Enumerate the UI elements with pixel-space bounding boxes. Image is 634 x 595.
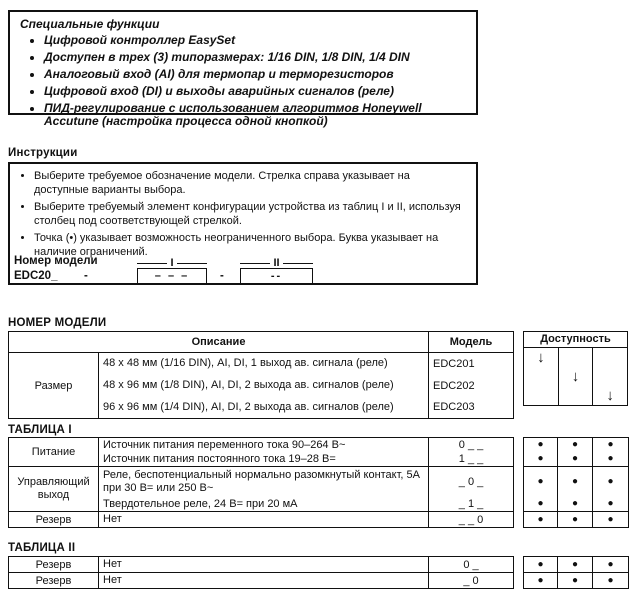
instruction-item: • Выберите требуемый элемент конфигурации устройства из таблиц I и II, используя столбец под соответствующей стрелкой. bbox=[34, 200, 466, 228]
section-label: Питание bbox=[9, 438, 99, 467]
dot-row bbox=[524, 573, 629, 589]
choice-dot: ● bbox=[558, 573, 593, 589]
description-cell: Реле, беспотенциальный нормально разомкнутый контакт, 5А при 30 В= или 250 В~ bbox=[99, 467, 429, 498]
table2-heading: ТАБЛИЦА II bbox=[8, 542, 76, 554]
bracket-line bbox=[137, 263, 167, 264]
table2-availability-dots bbox=[523, 556, 629, 589]
choice-dot: ● bbox=[593, 573, 629, 589]
instructions-list bbox=[10, 169, 476, 259]
instruction-item: • Точка (•) указывает возможность неограниченного выбора. Буква указывает на наличие ограничений. bbox=[34, 231, 466, 259]
model-separator: - bbox=[84, 270, 88, 282]
choice-dot: ● bbox=[593, 453, 629, 467]
availability-column bbox=[558, 348, 593, 405]
table-row bbox=[9, 438, 514, 453]
feature-item: • Аналоговый вход (AI) для термопар и терморезисторов bbox=[44, 68, 466, 81]
choice-dot: ● bbox=[537, 574, 544, 586]
choice-dot: ● bbox=[593, 512, 629, 528]
group-1-label: I bbox=[170, 257, 174, 269]
model-cell: EDC202 bbox=[429, 375, 514, 397]
down-arrow-icon: ↓ bbox=[571, 368, 580, 385]
feature-item: • ПИД-регулирование с использованием алгоритмов Honeywell Accutune (настройка процесса одной кнопкой) bbox=[44, 102, 466, 128]
bracket-line bbox=[283, 263, 313, 264]
instruction-item: • Выберите требуемое обозначение модели. Стрелка справа указывает на доступные варианты выбора. bbox=[34, 169, 466, 197]
code-cell: _ 0 _ bbox=[429, 467, 514, 498]
choice-dot: ● bbox=[524, 498, 558, 512]
code-cell: 0 _ _ bbox=[429, 438, 514, 453]
code-cell: 0 _ bbox=[429, 557, 514, 573]
description-cell: Источник питания постоянного тока 19–28 В= bbox=[99, 453, 429, 467]
availability-box bbox=[523, 331, 628, 406]
choice-dot: ● bbox=[537, 476, 544, 488]
table1-availability-dots bbox=[523, 437, 629, 528]
dot-row bbox=[524, 453, 629, 467]
feature-item: • Цифровой контроллер EasySet bbox=[44, 34, 466, 47]
model-table bbox=[8, 331, 514, 419]
section-label: Резерв bbox=[35, 513, 72, 526]
choice-dot: ● bbox=[537, 439, 544, 451]
description-cell: 96 x 96 мм (1/4 DIN), AI, DI, 2 выхода ав. сигналов (реле) bbox=[99, 397, 429, 419]
special-functions-list bbox=[20, 34, 466, 128]
size-group-label: Размер bbox=[34, 379, 73, 392]
description-column-header: Описание bbox=[9, 332, 429, 353]
choice-dot: ● bbox=[593, 467, 629, 498]
description-cell: Твердотельное реле, 24 В= при 20 мА bbox=[99, 498, 429, 512]
availability-column bbox=[592, 348, 627, 405]
description-cell: Нет bbox=[99, 512, 429, 528]
choice-dot: ● bbox=[558, 498, 593, 512]
feature-item: • Доступен в трех (3) типоразмерах: 1/16 DIN, 1/8 DIN, 1/4 DIN bbox=[44, 51, 466, 64]
table-row bbox=[9, 467, 514, 498]
model-prefix: EDC20_ bbox=[14, 270, 58, 282]
section-label: Резерв bbox=[9, 557, 99, 573]
dot-row bbox=[524, 557, 629, 573]
model-separator: - bbox=[220, 270, 224, 282]
description-cell: 48 x 96 мм (1/8 DIN), AI, DI, 2 выхода ав. сигналов (реле) bbox=[99, 375, 429, 397]
model-number-label: Номер модели bbox=[14, 255, 98, 267]
instructions-heading: Инструкции bbox=[8, 147, 78, 159]
choice-dot: ● bbox=[558, 557, 593, 573]
model-cell: EDC203 bbox=[429, 397, 514, 419]
feature-item: • Цифровой вход (DI) и выходы аварийных сигналов (реле) bbox=[44, 85, 466, 98]
table-row bbox=[9, 512, 514, 528]
choice-dot: ● bbox=[593, 438, 629, 453]
availability-column bbox=[524, 348, 558, 405]
dot-row bbox=[524, 438, 629, 453]
table1 bbox=[8, 437, 514, 528]
model-column-header: Модель bbox=[429, 332, 514, 353]
choice-dot: ● bbox=[558, 438, 593, 453]
choice-dot: ● bbox=[558, 467, 593, 498]
down-arrow-icon: ↓ bbox=[537, 349, 545, 366]
model-cell: EDC201 bbox=[429, 353, 514, 375]
choice-dot: ● bbox=[524, 557, 558, 573]
choice-dot: ● bbox=[558, 512, 593, 528]
code-cell: _ _ 0 bbox=[429, 512, 514, 528]
code-cell: 1 _ _ bbox=[429, 453, 514, 467]
description-cell: Нет bbox=[99, 573, 429, 589]
bracket-line bbox=[177, 263, 207, 264]
table-row bbox=[9, 573, 514, 589]
choice-dot: ● bbox=[593, 557, 629, 573]
group-1-code-box: – – – bbox=[137, 268, 207, 283]
code-cell: _ 1 _ bbox=[429, 498, 514, 512]
description-cell: Источник питания переменного тока 90–264 В~ bbox=[99, 438, 429, 453]
group-2-label: II bbox=[273, 257, 280, 269]
section-label: Управляющий выход bbox=[9, 467, 99, 512]
dot-row bbox=[524, 467, 629, 498]
dot-row bbox=[524, 498, 629, 512]
table-row bbox=[9, 557, 514, 573]
instructions-box bbox=[8, 162, 478, 285]
down-arrow-icon: ↓ bbox=[606, 387, 614, 404]
choice-dot: ● bbox=[537, 513, 544, 525]
special-functions-title: Специальные функции bbox=[20, 17, 160, 31]
availability-heading: Доступность bbox=[524, 332, 627, 348]
table1-heading: ТАБЛИЦА I bbox=[8, 424, 72, 436]
choice-dot: ● bbox=[558, 453, 593, 467]
description-cell: Нет bbox=[99, 557, 429, 573]
group-2-code-box: -- bbox=[240, 268, 313, 283]
dot-row bbox=[524, 512, 629, 528]
table-row bbox=[9, 353, 514, 375]
choice-dot: ● bbox=[593, 498, 629, 512]
code-cell: _ 0 bbox=[429, 573, 514, 589]
choice-dot: ● bbox=[524, 453, 558, 467]
section-label: Резерв bbox=[35, 574, 72, 587]
availability-columns bbox=[524, 348, 627, 405]
model-number-heading: НОМЕР МОДЕЛИ bbox=[8, 317, 107, 329]
table2 bbox=[8, 556, 514, 589]
bracket-line bbox=[240, 263, 270, 264]
description-cell: 48 x 48 мм (1/16 DIN), AI, DI, 1 выход ав. сигнала (реле) bbox=[99, 353, 429, 375]
special-functions-box bbox=[8, 10, 478, 128]
